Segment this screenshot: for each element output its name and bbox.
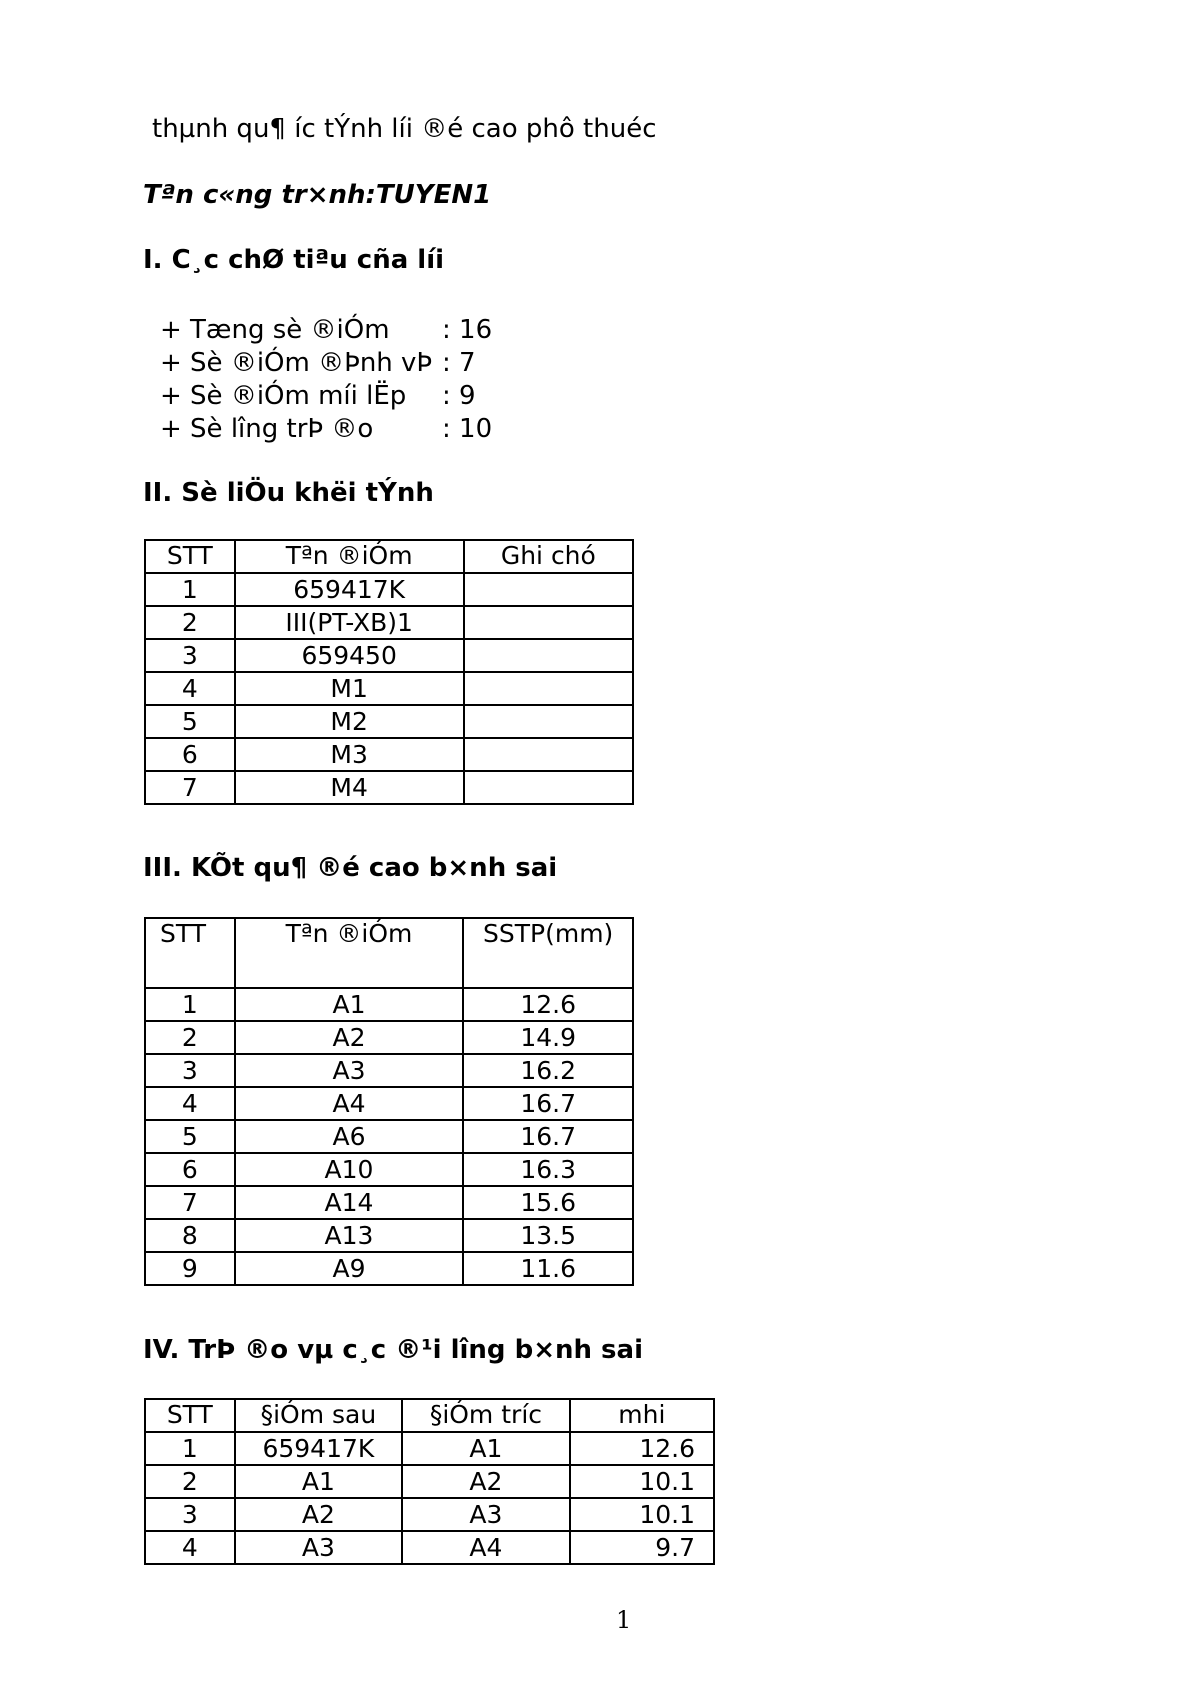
table-row (145, 1120, 633, 1153)
table-cell: 16.7 (463, 1120, 633, 1153)
table-cell: A1 (235, 988, 464, 1021)
column-header: §iÓm tríc (402, 1399, 570, 1432)
table-cell: M1 (235, 672, 464, 705)
table-cell: 6 (145, 738, 235, 771)
table-row (145, 606, 633, 639)
stat-label: + Sè ®iÓm míi lËp (160, 381, 407, 411)
table-cell: 1 (145, 573, 235, 606)
table-row (145, 639, 633, 672)
table-cell (464, 705, 633, 738)
stat-label: + Tæng sè ®iÓm (160, 315, 390, 345)
table-row (145, 672, 633, 705)
table-cell: III(PT-XB)1 (235, 606, 464, 639)
table-cell: 3 (145, 639, 235, 672)
table-cell: A13 (235, 1219, 464, 1252)
table-row (145, 1087, 633, 1120)
observations-table (144, 1398, 715, 1565)
table-cell: A1 (402, 1432, 570, 1465)
table-cell: A4 (402, 1531, 570, 1564)
section-1-heading: I. C¸c chØ tiªu cña líi (143, 245, 445, 275)
table-row (145, 771, 633, 804)
table-cell: A6 (235, 1120, 464, 1153)
table-cell: 8 (145, 1219, 235, 1252)
table-cell: 1 (145, 988, 235, 1021)
table-header-row (145, 1399, 714, 1432)
table-cell: 659417K (235, 573, 464, 606)
table-cell: A2 (235, 1021, 464, 1054)
table-cell (464, 573, 633, 606)
section-3-heading: III. KÕt qu¶ ®é cao b×nh sai (143, 853, 558, 883)
table-cell: 3 (145, 1498, 235, 1531)
table-row (145, 1531, 714, 1564)
table-cell: 5 (145, 705, 235, 738)
table-row (145, 1054, 633, 1087)
table-cell: 12.6 (463, 988, 633, 1021)
column-header: mhi (570, 1399, 714, 1432)
column-header: STT (145, 540, 235, 573)
table-cell: 2 (145, 1021, 235, 1054)
table-cell: A9 (235, 1252, 464, 1285)
stat-fixed-points (160, 347, 492, 380)
table-cell: A14 (235, 1186, 464, 1219)
table-cell (464, 606, 633, 639)
table-cell: 15.6 (463, 1186, 633, 1219)
stat-label: + Sè lîng trÞ ®o (160, 414, 374, 444)
column-header: Ghi chó (464, 540, 633, 573)
table-cell: M2 (235, 705, 464, 738)
table-cell: M4 (235, 771, 464, 804)
table-cell: 4 (145, 672, 235, 705)
column-header-text: SSTP(mm) (483, 919, 614, 948)
column-header (463, 918, 633, 988)
table-row (145, 1465, 714, 1498)
stat-value: : 7 (442, 348, 476, 378)
column-header: STT (145, 918, 235, 988)
table-cell: 16.3 (463, 1153, 633, 1186)
column-header: STT (145, 1399, 235, 1432)
table-row (145, 988, 633, 1021)
table-cell: 1 (145, 1432, 235, 1465)
table-cell: 16.7 (463, 1087, 633, 1120)
table-cell: 7 (145, 1186, 235, 1219)
table-cell: 7 (145, 771, 235, 804)
table-cell (464, 771, 633, 804)
table-cell: A4 (235, 1087, 464, 1120)
table-cell: 14.9 (463, 1021, 633, 1054)
table-cell: A3 (402, 1498, 570, 1531)
table-header-row (145, 918, 633, 988)
stat-label: + Sè ®iÓm ®Þnh vÞ (160, 348, 433, 378)
network-stats (160, 314, 492, 446)
stat-value: : 10 (442, 414, 493, 444)
table-cell: A3 (235, 1054, 464, 1087)
table-row (145, 1219, 633, 1252)
table-cell: 10.1 (570, 1498, 714, 1531)
table-cell (464, 639, 633, 672)
table-row (145, 738, 633, 771)
table-cell: 4 (145, 1531, 235, 1564)
section-4-heading: IV. TrÞ ®o vµ c¸c ®¹i lîng b×nh sai (143, 1335, 643, 1365)
table-cell: 6 (145, 1153, 235, 1186)
table-cell (464, 672, 633, 705)
stat-new-points (160, 380, 492, 413)
table-cell: A10 (235, 1153, 464, 1186)
known-points-table (144, 539, 634, 805)
table-cell (464, 738, 633, 771)
table-row (145, 1498, 714, 1531)
table-cell: 16.2 (463, 1054, 633, 1087)
section-2-heading: II. Sè liÖu khëi tÝnh (143, 478, 434, 508)
table-cell: 9.7 (570, 1531, 714, 1564)
stat-total-points (160, 314, 492, 347)
table-cell: 11.6 (463, 1252, 633, 1285)
table-cell: 5 (145, 1120, 235, 1153)
table-cell: 659450 (235, 639, 464, 672)
stat-value: : 9 (442, 381, 476, 411)
table-header-row (145, 540, 633, 573)
table-cell: 12.6 (570, 1432, 714, 1465)
page-number: 1 (616, 1606, 632, 1634)
column-header: Tªn ®iÓm (235, 540, 464, 573)
column-header: Tªn ®iÓm (235, 918, 464, 988)
table-row (145, 573, 633, 606)
table-cell: 2 (145, 606, 235, 639)
stat-observations (160, 413, 492, 446)
table-cell: 659417K (235, 1432, 403, 1465)
table-row (145, 1021, 633, 1054)
table-cell: M3 (235, 738, 464, 771)
table-cell: 2 (145, 1465, 235, 1498)
table-cell: 4 (145, 1087, 235, 1120)
column-header: §iÓm sau (235, 1399, 403, 1432)
table-row (145, 1186, 633, 1219)
table-row (145, 705, 633, 738)
stat-value: : 16 (442, 315, 493, 345)
adjusted-heights-table (144, 917, 634, 1286)
table-row (145, 1153, 633, 1186)
table-row (145, 1432, 714, 1465)
table-cell: 10.1 (570, 1465, 714, 1498)
table-cell: A1 (235, 1465, 403, 1498)
table-cell: A2 (402, 1465, 570, 1498)
table-cell: A2 (235, 1498, 403, 1531)
table-row (145, 1252, 633, 1285)
table-cell: A3 (235, 1531, 403, 1564)
table-cell: 13.5 (463, 1219, 633, 1252)
project-name: Tªn c«ng tr×nh:TUYEN1 (143, 180, 492, 210)
table-cell: 3 (145, 1054, 235, 1087)
table-cell: 9 (145, 1252, 235, 1285)
document-title: thµnh qu¶ íc tÝnh líi ®é cao phô thuéc (152, 114, 657, 144)
